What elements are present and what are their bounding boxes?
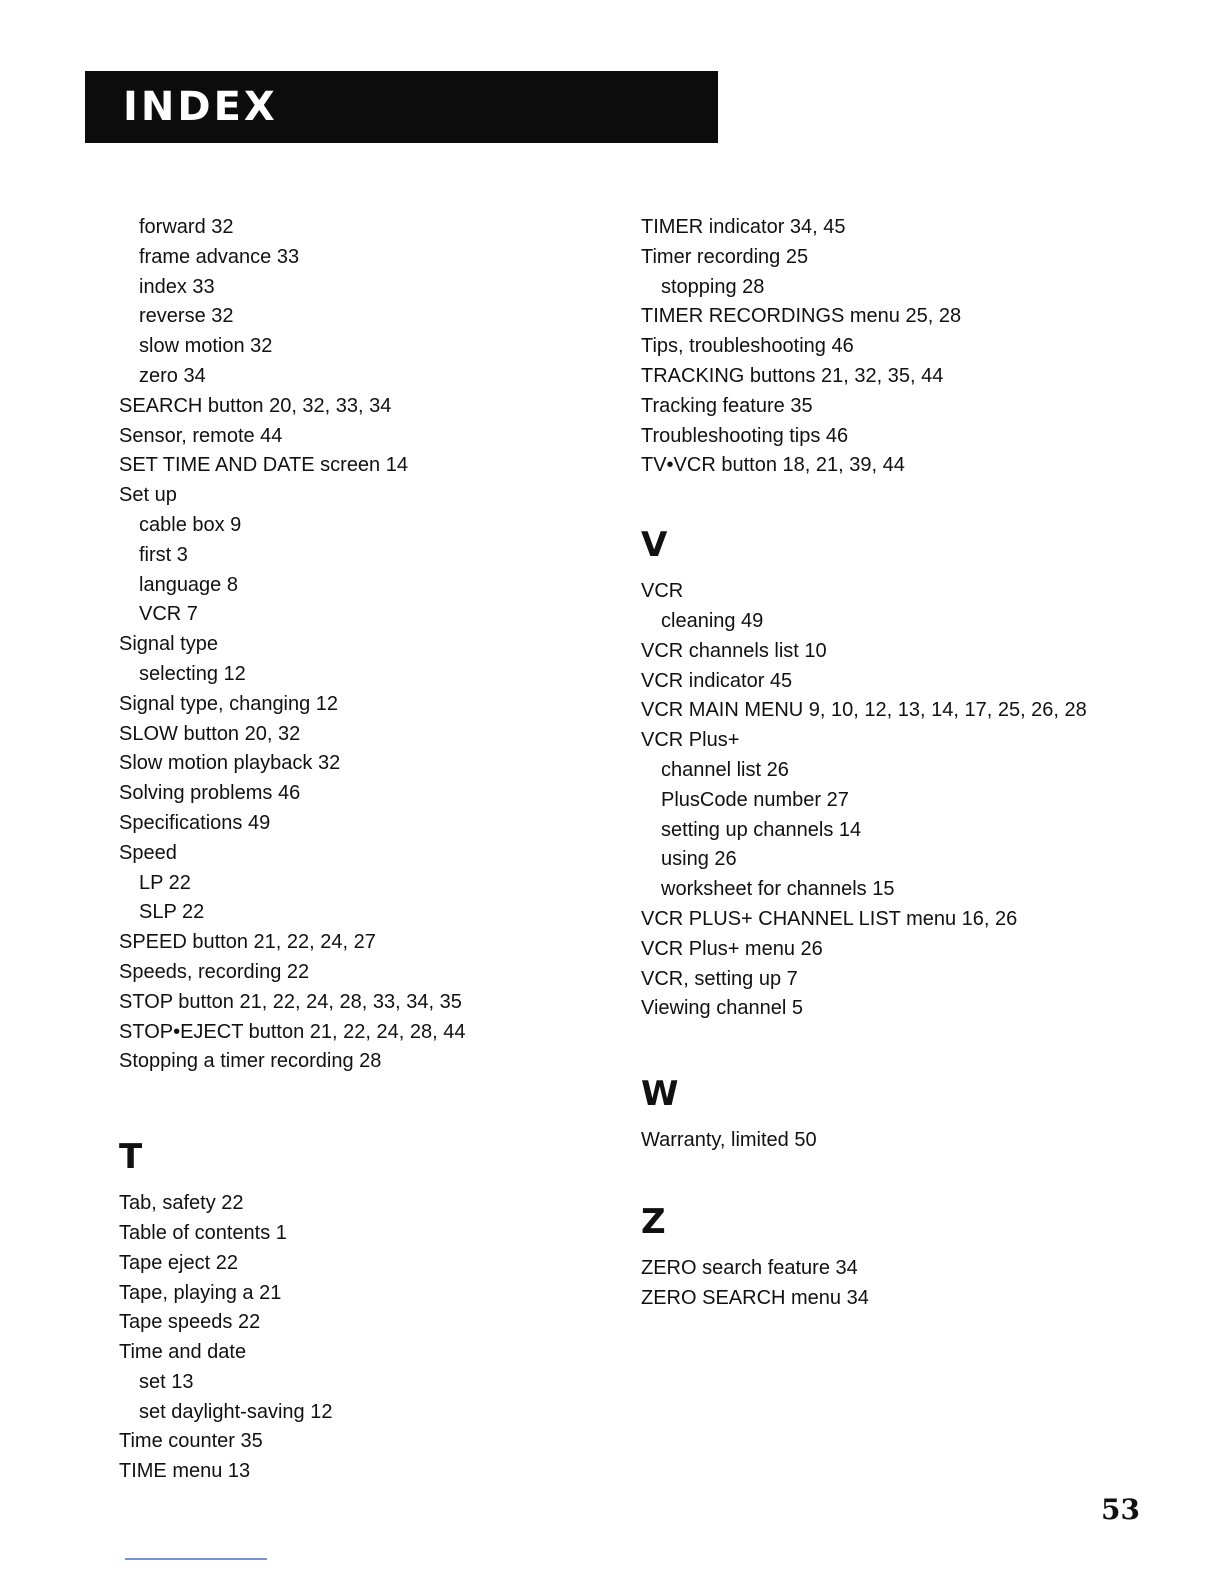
index-entry: Stopping a timer recording 28 <box>119 1050 382 1073</box>
index-subentry: slow motion 32 <box>139 335 273 358</box>
index-entry: TIMER indicator 34, 45 <box>641 216 846 238</box>
section-letter-v: V <box>641 525 668 566</box>
index-entry: Time and date <box>119 1341 247 1364</box>
index-subentry: stopping 28 <box>661 275 765 298</box>
index-entry: VCR channels list 10 <box>641 639 827 662</box>
index-subentry: language 8 <box>139 573 238 596</box>
index-entry: Timer recording 25 <box>641 245 809 268</box>
index-column-left <box>119 213 599 1487</box>
index-entry: Table of contents 1 <box>119 1221 287 1244</box>
index-subentry: setting up channels 14 <box>661 818 862 841</box>
index-subentry: worksheet for channels 15 <box>661 878 895 901</box>
index-entry: Specifications 49 <box>119 811 271 834</box>
index-entry: Speed <box>119 841 177 864</box>
index-entry: TRACKING buttons 21, 32, 35, 44 <box>641 364 944 387</box>
header-bar <box>85 71 718 143</box>
index-entry: Speeds, recording 22 <box>119 960 310 983</box>
footer-rule <box>125 1558 267 1560</box>
index-entry: SLOW button 20, 32 <box>119 722 301 745</box>
index-subentry: reverse 32 <box>139 305 234 328</box>
entry-group <box>119 213 599 1077</box>
index-subentry: set daylight-saving 12 <box>139 1400 333 1423</box>
index-entry: Tab, safety 22 <box>119 1192 244 1215</box>
index-subentry: selecting 12 <box>139 662 246 685</box>
index-entry: Signal type, changing 12 <box>119 692 339 715</box>
index-entry: TIME menu 13 <box>119 1460 251 1483</box>
index-entry: Set up <box>119 484 177 507</box>
section-letter-w: W <box>641 1074 679 1115</box>
index-entry: SEARCH button 20, 32, 33, 34 <box>119 394 392 417</box>
section-letter-z: Z <box>641 1201 666 1242</box>
entry-group <box>641 1126 1201 1156</box>
index-entry: ZERO SEARCH menu 34 <box>641 1286 869 1309</box>
entry-group <box>119 1189 599 1487</box>
index-entry: Troubleshooting tips 46 <box>641 424 849 447</box>
index-entry: Tape eject 22 <box>119 1251 238 1274</box>
index-entry: Solving problems 46 <box>119 782 301 805</box>
index-subentry: first 3 <box>139 543 188 566</box>
index-entry: Tips, troubleshooting 46 <box>641 335 854 358</box>
index-subentry: set 13 <box>139 1370 194 1393</box>
index-subentry: zero 34 <box>139 364 206 387</box>
index-subentry: VCR 7 <box>139 603 198 626</box>
index-subentry: cable box 9 <box>139 513 242 536</box>
index-entry: STOP button 21, 22, 24, 28, 33, 34, 35 <box>119 990 462 1013</box>
index-entry: Signal type <box>119 633 218 656</box>
index-entry: SET TIME AND DATE screen 14 <box>119 454 408 477</box>
index-entry: ZERO search feature 34 <box>641 1256 858 1279</box>
index-entry: Time counter 35 <box>119 1430 263 1453</box>
index-entry: VCR MAIN MENU 9, 10, 12, 13, 14, 17, 25, 26, 28 <box>641 699 1087 722</box>
entry-group <box>641 213 1201 481</box>
index-entry: Tape, playing a 21 <box>119 1281 282 1304</box>
index-entry: TIMER RECORDINGS menu 25, 28 <box>641 305 962 328</box>
entry-group <box>641 1254 1201 1314</box>
index-subentry: frame advance 33 <box>139 245 300 268</box>
index-subentry: index 33 <box>139 275 215 298</box>
index-subentry: LP 22 <box>139 871 191 894</box>
index-subentry: forward 32 <box>139 216 234 238</box>
index-entry: TV•VCR button 18, 21, 39, 44 <box>641 454 905 477</box>
index-entry: Tape speeds 22 <box>119 1311 261 1334</box>
index-subentry: using 26 <box>661 848 737 871</box>
index-entry: VCR <box>641 580 684 603</box>
index-subentry: channel list 26 <box>661 758 789 781</box>
section-letter-t: T <box>119 1137 143 1178</box>
page-number: 53 <box>1101 1493 1140 1526</box>
index-entry: Warranty, limited 50 <box>641 1129 817 1152</box>
index-entry: Tracking feature 35 <box>641 394 813 417</box>
index-subentry: SLP 22 <box>139 901 205 924</box>
page-title: INDEX <box>123 84 278 130</box>
entry-group <box>641 577 1201 1024</box>
index-entry: VCR Plus+ menu 26 <box>641 937 823 960</box>
index-subentry: cleaning 49 <box>661 609 764 632</box>
index-entry: STOP•EJECT button 21, 22, 24, 28, 44 <box>119 1020 466 1043</box>
index-entry: VCR indicator 45 <box>641 669 793 692</box>
index-entry: Sensor, remote 44 <box>119 424 283 447</box>
index-column-right <box>641 213 1201 1314</box>
index-entry: Viewing channel 5 <box>641 997 803 1020</box>
index-entry: VCR, setting up 7 <box>641 967 798 990</box>
index-entry: VCR PLUS+ CHANNEL LIST menu 16, 26 <box>641 907 1018 930</box>
index-entry: Slow motion playback 32 <box>119 752 341 775</box>
index-subentry: PlusCode number 27 <box>661 788 849 811</box>
index-entry: SPEED button 21, 22, 24, 27 <box>119 931 376 954</box>
index-entry: VCR Plus+ <box>641 729 740 752</box>
